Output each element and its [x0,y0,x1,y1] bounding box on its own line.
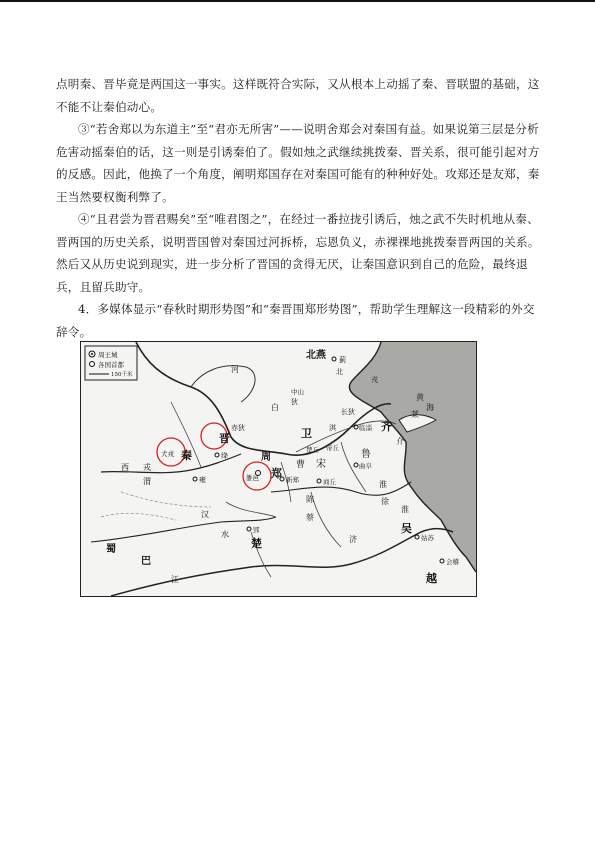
label-wei: 卫 [301,427,312,440]
tributary-3 [311,492,341,547]
label-lai: 莱 [411,410,419,419]
paragraph-2: ③“若舍郑以为东道主”至“君亦无所害”——说明舍郑会对秦国有益。如果说第三层是分析危害动摇秦伯的话，这一则是引诱秦伯了。假如烛之武继续挑拨秦、晋关系，很可能引起对方的反感。因此，他换了一个角度，阐明郑国存在对秦国可能有的种种好处。攻郑还是友郑，秦王当然要权衡利弊了。 [56,122,540,204]
label-ba: 巴 [141,556,151,567]
label-xi: 西 [121,463,129,472]
tributary-2 [226,502,276,517]
legend-scale-label: 150千米 [111,372,133,378]
marker-ji-icon [332,357,336,361]
mountain-ridge [121,492,211,507]
page-top-rule [0,0,595,2]
label-qi: 齐 [381,420,392,433]
label-shu: 蜀 [106,544,116,555]
label-shui: 水 [221,530,229,539]
label-chu: 楚 [251,537,262,550]
label-diqiu: 帝丘 [326,444,339,452]
label-huai: 淮 [379,480,387,489]
label-shangqiu: 商丘 [323,478,336,486]
capital-symbol-dot-icon [91,353,93,355]
label-han: 汉 [201,510,209,519]
label-zhou: 周 [261,452,271,463]
label-wu: 吴 [401,522,412,535]
marker-ying-icon [247,527,251,531]
marker-kuaiji-icon [440,559,444,563]
label-jiang: 绛 [221,452,228,460]
label-ji-river: 济 [349,535,357,544]
label-rong2: 戎 [143,463,151,472]
label-huang-sea: 黄 [416,393,424,402]
label-ji: 蓟 [339,356,346,364]
marker-gusu-icon [415,535,419,539]
label-xinzheng: 新郑 [286,476,299,484]
label-di: 狄 [291,398,298,406]
marker-shangqiu-icon [317,479,321,483]
label-wei-river: 渭 [143,477,151,486]
label-zhongshan: 中山 [291,388,304,396]
label-yong: 雍 [199,476,206,484]
label-bei-yan: 北燕 [306,350,326,361]
label-rong: 戎 [371,376,378,384]
paragraph-4: 4．多媒体显示“春秋时期形势图”和“秦晋围郑形势图”，帮助学生理解这一段精彩的外交辞令。 [56,302,535,339]
marker-qufu-icon [354,463,358,467]
label-hai: 海 [426,403,434,412]
label-jie: 介 [396,437,404,446]
yangtze-river [111,529,453,596]
label-yue: 越 [426,572,437,585]
label-linzi: 临淄 [359,424,372,432]
label-qufu: 曲阜 [359,462,372,470]
label-chi-di: 赤狄 [231,424,245,432]
marker-yong-icon [193,477,197,481]
label-lu: 鲁 [361,449,371,460]
label-zheng: 郑 [271,467,282,480]
label-gusu: 姑苏 [421,534,434,542]
label-jin: 晋 [219,432,230,445]
label-luoyi: 雒邑 [246,474,259,482]
label-jiang-river: 江 [171,575,179,584]
map-canvas [81,342,476,596]
label-bei: 北 [336,368,343,376]
label-qin: 秦 [181,449,192,462]
marker-jiang-icon [215,453,219,457]
label-cai: 蔡 [306,513,314,522]
legend-capital-label: 周王城 [98,351,118,359]
legend-state-capital-label: 各国首都 [98,361,124,369]
label-qi-river: 淇 [329,424,336,432]
paragraph-1: 点明秦、晋毕竟是两国这一事实。这样既符合实际，又从根本上动摇了秦、晋联盟的基础，这不能不让秦伯动心。 [56,77,540,114]
han-river [91,517,276,542]
yellow-river-north [191,366,255,402]
label-he: 河 [231,365,239,374]
label-changdi: 长狄 [341,408,355,416]
label-xu: 徐 [381,497,389,506]
label-ying: 郢 [253,526,260,534]
label-cao: 曹 [296,460,306,470]
spring-autumn-map [80,341,477,597]
label-chen: 陈 [306,495,314,504]
label-huai-river: 淮 [401,505,409,514]
label-song: 宋 [316,459,326,470]
paragraph-3: ④“且君尝为晋君赐矣”至“唯君图之”，在经过一番拉拢引诱后，烛之武不失时机地从秦、晋两国的历史关系，说明晋国曾对秦国过河拆桥，忘恩负义，赤裸裸地挑拨秦晋两国的关系。然后又从历史说到现实，进一步分析了晋国的贪得无厌，让秦国意识到自己的危险，最终退兵，且留兵助守。 [56,212,540,294]
label-quanrong: 犬戎 [161,450,174,458]
label-bai: 白 [271,403,279,412]
label-chu-qiu: 楚丘 [306,446,319,454]
mountain-ridge-2 [101,513,176,520]
label-kuaiji: 会稽 [446,558,459,566]
